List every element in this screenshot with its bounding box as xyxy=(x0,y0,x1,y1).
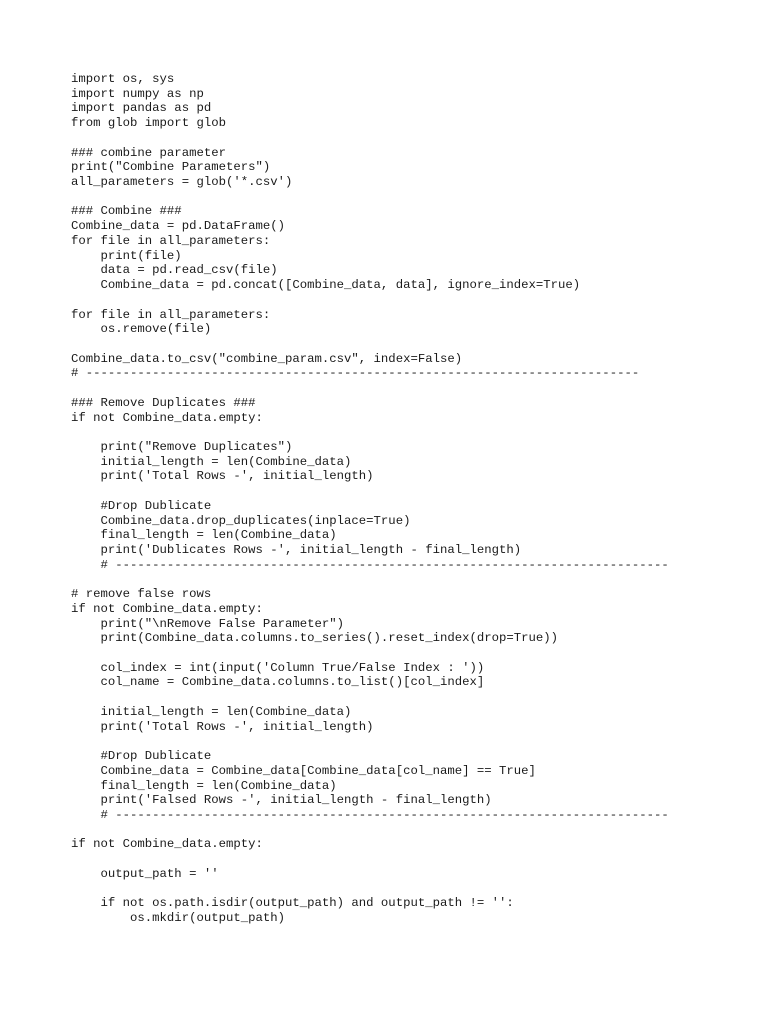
code-line: import numpy as np xyxy=(71,86,204,101)
code-line: ### Combine ### xyxy=(71,204,182,219)
code-line: for file in all_parameters: xyxy=(71,307,271,322)
code-line xyxy=(71,823,748,838)
code-line: print(file) xyxy=(71,248,182,263)
code-line: Combine_data.drop_duplicates(inplace=True) xyxy=(71,513,411,528)
code-line: # --------------------------------------------------------------------------- xyxy=(71,557,669,572)
code-line xyxy=(71,646,748,661)
code-line: print('Falsed Rows -', initial_length - final_length) xyxy=(71,793,492,808)
code-line: print('Total Rows -', initial_length) xyxy=(71,469,374,484)
code-line: #Drop Dublicate xyxy=(71,498,212,513)
code-line: initial_length = len(Combine_data) xyxy=(71,704,352,719)
code-line: print("\nRemove False Parameter") xyxy=(71,616,345,631)
code-line: print('Dublicates Rows -', initial_length - final_length) xyxy=(71,543,522,557)
code-line: output_path = '' xyxy=(71,866,219,881)
code-line xyxy=(71,190,748,205)
code-line: col_name = Combine_data.columns.to_list()[col_index] xyxy=(71,675,485,690)
code-line xyxy=(71,131,748,146)
code-line xyxy=(71,882,748,897)
code-line: print("Combine Parameters") xyxy=(71,160,271,175)
code-line xyxy=(71,852,748,867)
code-line: final_length = len(Combine_data) xyxy=(71,778,337,793)
code-line: Combine_data.to_csv("combine_param.csv", index=False) xyxy=(71,351,463,366)
code-line: if not Combine_data.empty: xyxy=(71,410,263,425)
code-line: from glob import glob xyxy=(71,116,226,131)
code-line: if not Combine_data.empty: xyxy=(71,601,263,616)
code-line: print("Remove Duplicates") xyxy=(71,439,293,454)
code-line xyxy=(71,572,748,587)
code-line: Combine_data = pd.DataFrame() xyxy=(71,219,286,234)
code-line xyxy=(71,425,748,440)
code-listing xyxy=(71,72,748,926)
code-line: Combine_data = Combine_data[Combine_data[col_name] == True] xyxy=(71,763,536,778)
code-line: ### Remove Duplicates ### xyxy=(71,395,256,410)
code-line: print('Total Rows -', initial_length) xyxy=(71,719,374,734)
code-line: import pandas as pd xyxy=(71,101,212,116)
code-line: if not Combine_data.empty: xyxy=(71,837,263,852)
code-line: import os, sys xyxy=(71,72,175,86)
code-line: # --------------------------------------------------------------------------- xyxy=(71,807,669,822)
code-line: os.mkdir(output_path) xyxy=(71,910,286,925)
code-line: # remove false rows xyxy=(71,587,212,602)
code-line xyxy=(71,484,748,499)
code-line xyxy=(71,734,748,749)
code-line xyxy=(71,381,748,396)
code-line xyxy=(71,293,748,308)
code-line: all_parameters = glob('*.csv') xyxy=(71,175,293,190)
code-line: print(Combine_data.columns.to_series().reset_index(drop=True)) xyxy=(71,631,559,646)
code-line: col_index = int(input('Column True/False Index : ')) xyxy=(71,660,485,675)
code-line: ### combine parameter xyxy=(71,145,226,160)
code-line: data = pd.read_csv(file) xyxy=(71,263,278,278)
code-line: initial_length = len(Combine_data) xyxy=(71,454,352,469)
code-line: Combine_data = pd.concat([Combine_data, data], ignore_index=True) xyxy=(71,278,581,293)
code-line: # --------------------------------------------------------------------------- xyxy=(71,366,640,381)
code-line xyxy=(71,690,748,705)
code-line: if not os.path.isdir(output_path) and output_path != '': xyxy=(71,896,514,911)
code-line: for file in all_parameters: xyxy=(71,233,271,248)
code-line xyxy=(71,337,748,352)
code-line: final_length = len(Combine_data) xyxy=(71,528,337,543)
code-line: os.remove(file) xyxy=(71,322,212,337)
code-line: #Drop Dublicate xyxy=(71,749,212,764)
